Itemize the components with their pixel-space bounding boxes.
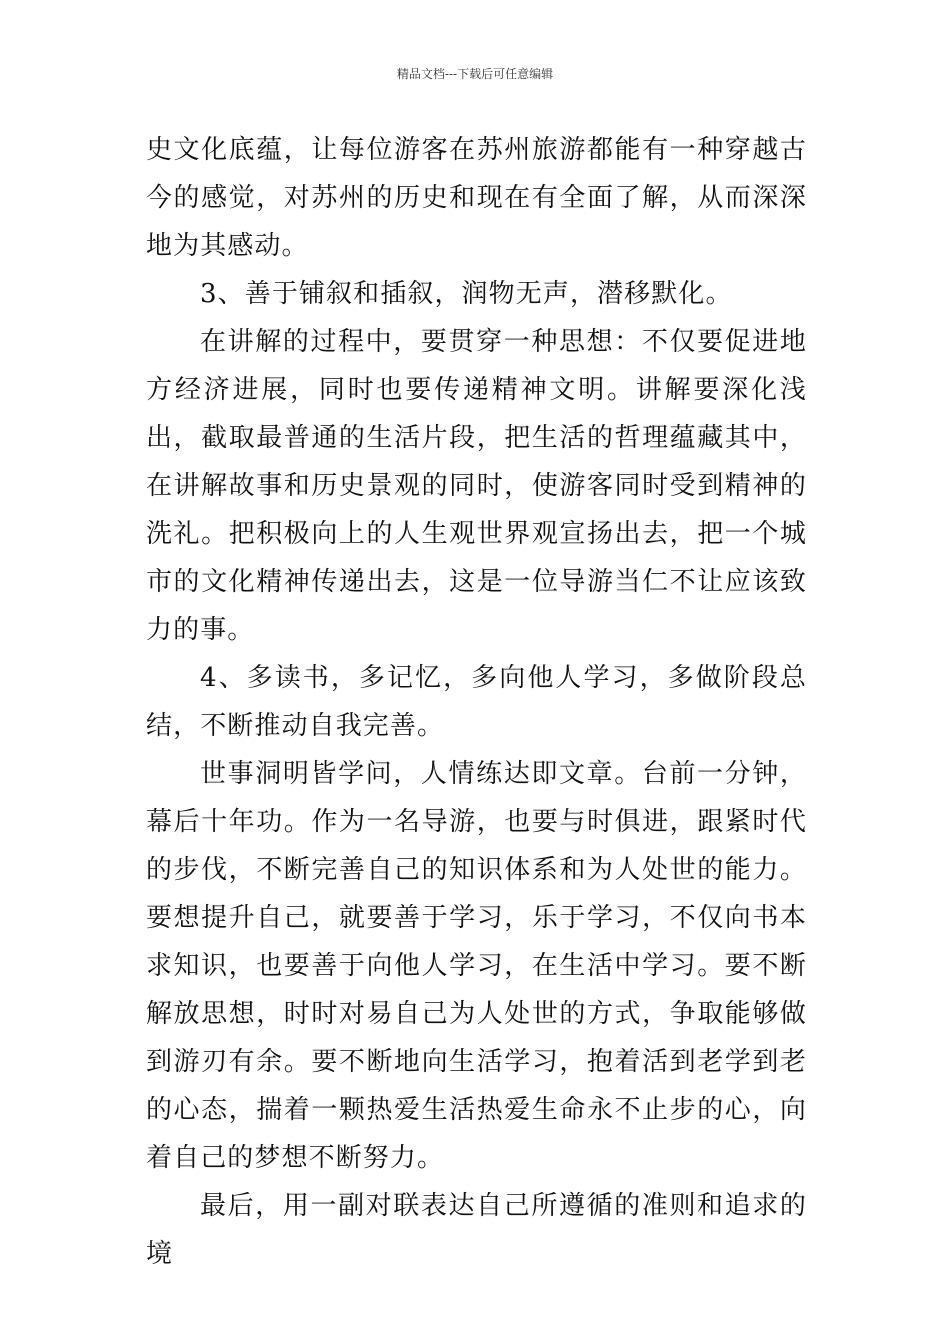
page-header: 精品文档---下载后可任意编辑 [396,67,554,81]
paragraph-1: 史文化底蕴，让每位游客在苏州旅游都能有一种穿越古今的感觉，对苏州的历史和现在有全面了解，从而深深地为其感动。 [146,135,807,261]
paragraph-4-heading: 4、多读书，多记忆，多向他人学习，多做阶段总结，不断推动自我完善。 [146,663,807,741]
paragraph-2-heading: 3、善于铺叙和插叙，润物无声，潜移默化。 [200,279,733,309]
paragraph-6: 最后，用一副对联表达自己所遵循的准则和追求的境 [146,1191,807,1269]
paragraph-5: 世事洞明皆学问，人情练达即文章。台前一分钟，幕后十年功。作为一名导游，也要与时俱进，跟紧时代的步伐，不断完善自己的知识体系和为人处世的能力。要想提升自己，就要善于学习，乐于学习，不仅向书本求知识，也要善于向他人学习，在生活中学习。要不断解放思想，时时对易自己为人处世的方式，争取能够做到游刃有余。要不断地向生活学习，抱着活到老学到老的心态，揣着一颗热爱生活热爱生命永不止步的心，向着自己的梦想不断努力。 [146,759,807,1173]
document-body [146,126,807,1278]
paragraph-3: 在讲解的过程中，要贯穿一种思想：不仅要促进地方经济进展，同时也要传递精神文明。讲解要深化浅出，截取最普通的生活片段，把生活的哲理蕴藏其中，在讲解故事和历史景观的同时，使游客同时受到精神的洗礼。把积极向上的人生观世界观宣扬出去，把一个城市的文化精神传递出去，这是一位导游当仁不让应该致力的事。 [146,327,807,645]
